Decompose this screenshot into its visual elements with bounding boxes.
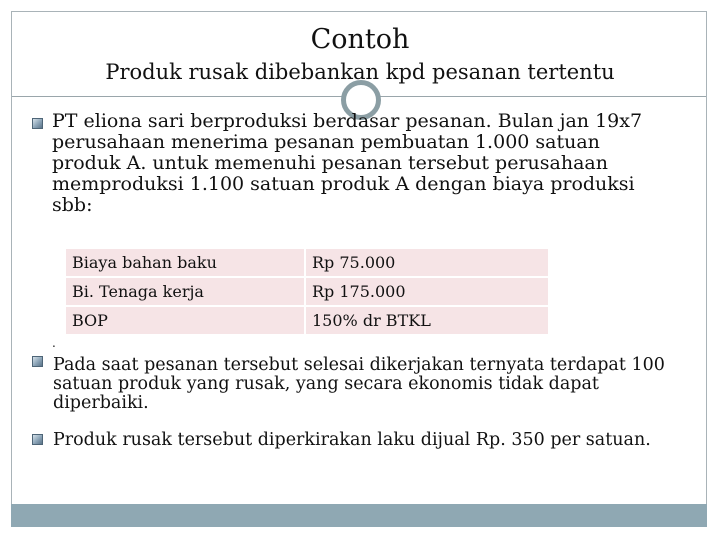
cost-value: Rp 175.000 <box>306 278 548 305</box>
bullet-square-icon <box>32 434 43 445</box>
slide-subtitle: Produk rusak dibebankan kpd pesanan tertentu <box>105 60 615 84</box>
bullet-2-line: satuan produk yang rusak, yang secara ekonomis tidak dapat <box>53 374 599 394</box>
slide-title: Contoh <box>310 24 410 55</box>
bullet-1-line: PT eliona sari berproduksi berdasar pesanan. Bulan jan 19x7 <box>52 110 643 132</box>
bullet-1-line: memproduksi 1.100 satuan produk A dengan biaya produksi <box>52 173 635 195</box>
cost-item: BOP <box>66 307 304 334</box>
bullet-1-line: perusahaan menerima pesanan pembuatan 1.000 satuan <box>52 131 600 153</box>
cost-value: 150% dr BTKL <box>306 307 548 334</box>
bullet-3-text <box>53 431 651 450</box>
cost-table <box>64 247 550 336</box>
bullet-3-line: Produk rusak tersebut diperkirakan laku dijual Rp. 350 per satuan. <box>53 430 651 450</box>
footer-bar <box>11 504 707 527</box>
stray-mark: . <box>52 336 56 350</box>
bullet-1-line: produk A. untuk memenuhi pesanan tersebut perusahaan <box>52 152 608 174</box>
bullet-1-line: sbb: <box>52 194 93 216</box>
table-row <box>66 307 548 334</box>
cost-value: Rp 75.000 <box>306 249 548 276</box>
table-row <box>66 278 548 305</box>
table-row <box>66 249 548 276</box>
bullet-square-icon <box>32 118 43 129</box>
bullet-square-icon <box>32 356 43 367</box>
cost-item: Biaya bahan baku <box>66 249 304 276</box>
bullet-2-line: diperbaiki. <box>53 393 149 413</box>
bullet-1-text <box>52 111 642 216</box>
bullet-2-line: Pada saat pesanan tersebut selesai dikerjakan ternyata terdapat 100 <box>53 355 665 375</box>
cost-item: Bi. Tenaga kerja <box>66 278 304 305</box>
bullet-2-text <box>53 356 665 413</box>
